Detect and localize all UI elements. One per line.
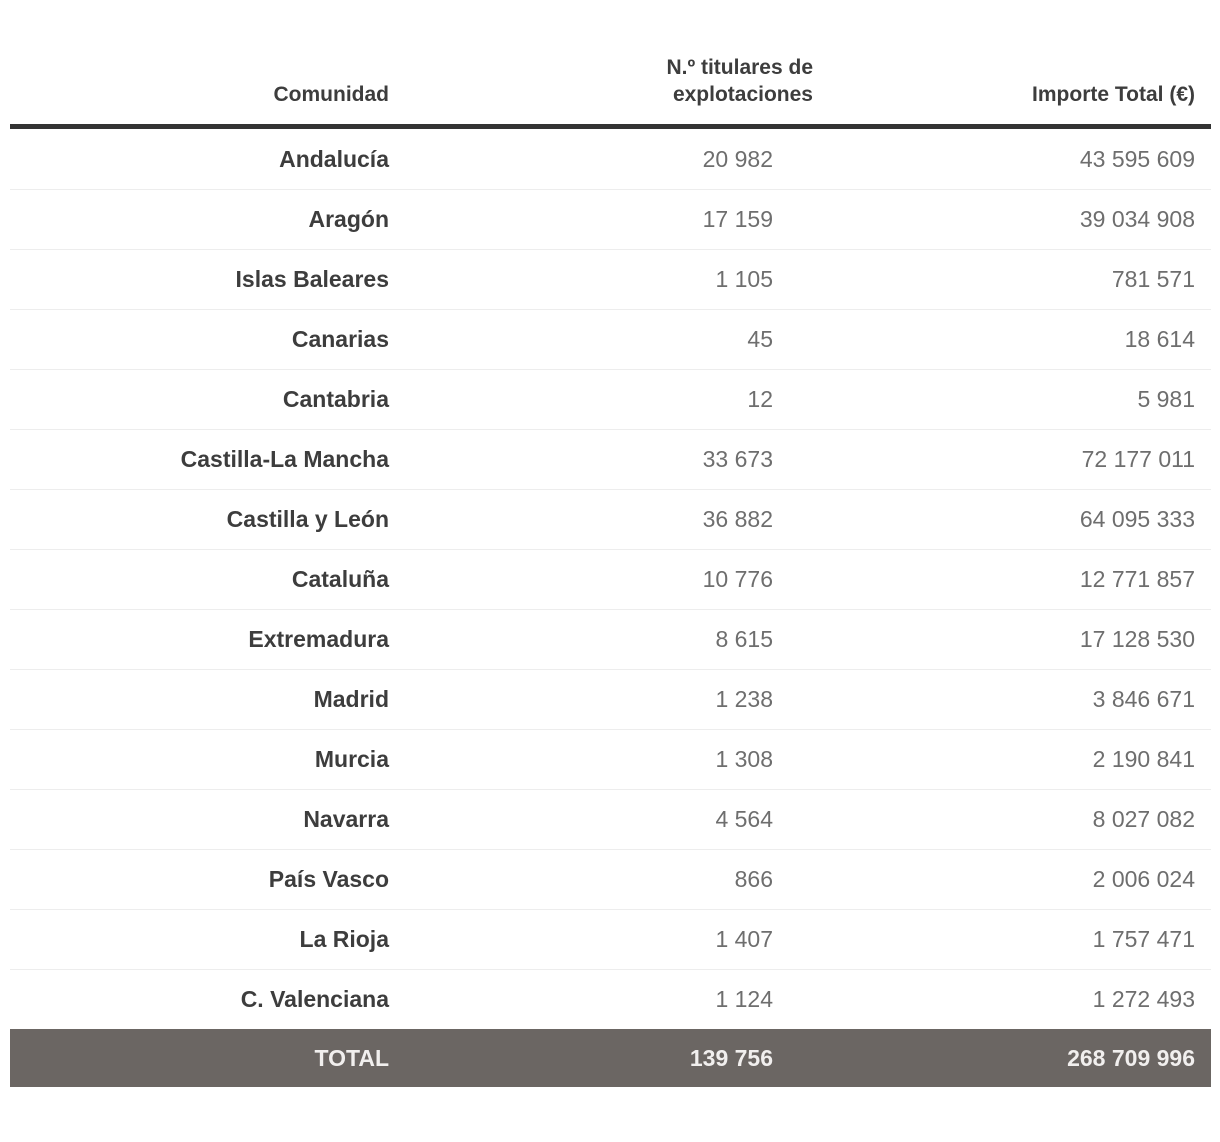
column-header-comunidad: Comunidad: [273, 83, 389, 106]
importe-value: 8 027 082: [1092, 806, 1195, 832]
region-name: Canarias: [291, 326, 389, 352]
region-name: Islas Baleares: [235, 266, 389, 292]
table-row: [10, 129, 1211, 189]
titulares-value: 36 882: [702, 506, 773, 532]
table-row: [10, 429, 1211, 489]
column-header-titulares-line2: explotaciones: [672, 83, 813, 106]
region-name: La Rioja: [299, 926, 389, 952]
importe-value: 781 571: [1111, 266, 1195, 292]
table-row: [10, 969, 1211, 1029]
table-row: [10, 369, 1211, 429]
importe-value: 5 981: [1137, 386, 1195, 412]
importe-value: 43 595 609: [1079, 145, 1195, 172]
table-header-row: [10, 0, 1211, 129]
column-header-titulares-line1: N.º titulares de: [666, 56, 813, 79]
region-name: Castilla-La Mancha: [180, 446, 389, 472]
region-name: Aragón: [308, 206, 389, 232]
table-row: [10, 729, 1211, 789]
titulares-value: 1 105: [715, 266, 773, 292]
column-header-titulares: [389, 54, 813, 108]
importe-value: 2 190 841: [1092, 746, 1195, 772]
column-header-importe: Importe Total (€): [1032, 83, 1195, 106]
importe-value: 1 757 471: [1092, 926, 1195, 952]
titulares-value: 45: [747, 326, 773, 352]
region-name: Cataluña: [291, 566, 389, 592]
titulares-value: 1 407: [715, 926, 773, 952]
region-name: C. Valenciana: [240, 986, 389, 1012]
importe-value: 2 006 024: [1092, 866, 1195, 892]
table-row: [10, 309, 1211, 369]
titulares-value: 17 159: [702, 206, 773, 232]
titulares-value: 866: [734, 866, 773, 892]
table-row: [10, 609, 1211, 669]
titulares-value: 1 308: [715, 746, 773, 772]
importe-value: 64 095 333: [1079, 506, 1195, 532]
titulares-value: 20 982: [702, 145, 773, 172]
table-row: [10, 789, 1211, 849]
region-name: Murcia: [314, 746, 389, 772]
importe-value: 1 272 493: [1092, 986, 1195, 1012]
table-row: [10, 489, 1211, 549]
importe-value: 39 034 908: [1079, 206, 1195, 232]
region-name: Cantabria: [282, 386, 389, 412]
total-row: [10, 1029, 1211, 1087]
importe-value: 12 771 857: [1079, 566, 1195, 592]
table-row: [10, 549, 1211, 609]
titulares-value: 8 615: [715, 626, 773, 652]
regions-table: [10, 0, 1211, 1087]
region-name: Navarra: [303, 806, 389, 832]
region-name: País Vasco: [268, 866, 389, 892]
region-name: Andalucía: [279, 145, 389, 172]
total-importe-value: 268 709 996: [1067, 1044, 1195, 1071]
titulares-value: 10 776: [702, 566, 773, 592]
titulares-value: 1 238: [715, 686, 773, 712]
importe-value: 3 846 671: [1092, 686, 1195, 712]
table-row: [10, 669, 1211, 729]
importe-value: 18 614: [1124, 326, 1195, 352]
table-row: [10, 189, 1211, 249]
table-row: [10, 849, 1211, 909]
importe-value: 72 177 011: [1081, 446, 1195, 472]
region-name: Madrid: [313, 686, 389, 712]
region-name: Castilla y León: [226, 506, 389, 532]
titulares-value: 12: [747, 386, 773, 412]
total-titulares-value: 139 756: [689, 1044, 773, 1071]
titulares-value: 4 564: [715, 806, 773, 832]
region-name: Extremadura: [248, 626, 389, 652]
table-body: [10, 129, 1211, 1029]
table-row: [10, 909, 1211, 969]
titulares-value: 1 124: [715, 986, 773, 1012]
total-label: TOTAL: [314, 1044, 389, 1071]
titulares-value: 33 673: [702, 446, 773, 472]
importe-value: 17 128 530: [1079, 626, 1195, 652]
table-row: [10, 249, 1211, 309]
